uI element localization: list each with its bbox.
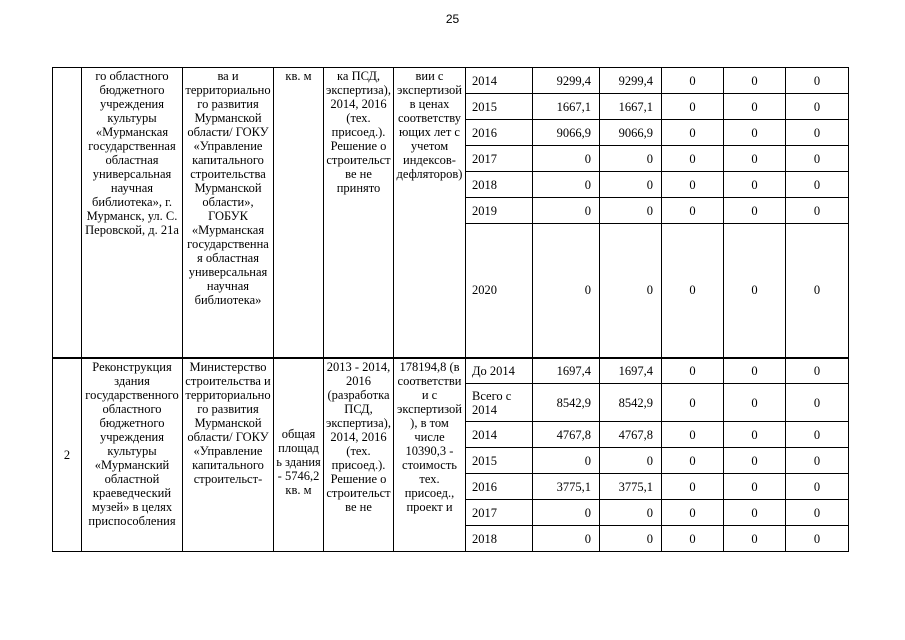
total-cell: 0: [533, 172, 600, 198]
federal-cell: 0: [662, 120, 724, 146]
estimated-cost: 178194,8 (в соответствии с экспертизой), в том числе 10390,3 - стоимость тех. присоед., проект и: [394, 358, 466, 552]
other-cell: 0: [786, 120, 849, 146]
object-name: го областного бюджетного учреждения культуры «Мурманская государственная областная универсальная научная библиотека», г. Мурманск, ул. С. Перовской, д. 21а: [82, 68, 183, 358]
local-cell: 0: [724, 526, 786, 552]
total-cell: 0: [533, 448, 600, 474]
local-cell: 0: [724, 358, 786, 384]
federal-cell: 0: [662, 384, 724, 422]
total-cell: 0: [533, 198, 600, 224]
federal-cell: 0: [662, 500, 724, 526]
local-cell: 0: [724, 224, 786, 358]
total-cell: 3775,1: [533, 474, 600, 500]
year-cell: До 2014: [466, 358, 533, 384]
row-number: 2: [53, 358, 82, 552]
regional-cell: 9066,9: [600, 120, 662, 146]
regional-cell: 1697,4: [600, 358, 662, 384]
other-cell: 0: [786, 198, 849, 224]
total-cell: 9066,9: [533, 120, 600, 146]
year-cell: 2015: [466, 94, 533, 120]
page-number: 25: [445, 12, 460, 26]
year-cell: 2020: [466, 224, 533, 358]
federal-cell: 0: [662, 448, 724, 474]
capacity: общая площадь здания - 5746,2 кв. м: [274, 358, 324, 552]
other-cell: 0: [786, 448, 849, 474]
other-cell: 0: [786, 68, 849, 94]
regional-cell: 3775,1: [600, 474, 662, 500]
total-cell: 0: [533, 526, 600, 552]
table-row: [53, 68, 849, 94]
total-cell: 1667,1: [533, 94, 600, 120]
regional-cell: 0: [600, 146, 662, 172]
total-cell: 0: [533, 146, 600, 172]
local-cell: 0: [724, 120, 786, 146]
total-cell: 0: [533, 500, 600, 526]
other-cell: 0: [786, 224, 849, 358]
local-cell: 0: [724, 172, 786, 198]
federal-cell: 0: [662, 358, 724, 384]
local-cell: 0: [724, 68, 786, 94]
year-cell: 2014: [466, 422, 533, 448]
other-cell: 0: [786, 94, 849, 120]
federal-cell: 0: [662, 526, 724, 552]
other-cell: 0: [786, 358, 849, 384]
regional-cell: 0: [600, 172, 662, 198]
row-number: [53, 68, 82, 358]
total-cell: 8542,9: [533, 384, 600, 422]
other-cell: 0: [786, 422, 849, 448]
other-cell: 0: [786, 526, 849, 552]
regional-cell: 8542,9: [600, 384, 662, 422]
local-cell: 0: [724, 94, 786, 120]
local-cell: 0: [724, 198, 786, 224]
regional-cell: 9299,4: [600, 68, 662, 94]
total-cell: 0: [533, 224, 600, 358]
year-cell: 2016: [466, 120, 533, 146]
program-table: [52, 67, 849, 552]
regional-cell: 4767,8: [600, 422, 662, 448]
year-cell: 2014: [466, 68, 533, 94]
local-cell: 0: [724, 474, 786, 500]
other-cell: 0: [786, 500, 849, 526]
federal-cell: 0: [662, 198, 724, 224]
federal-cell: 0: [662, 224, 724, 358]
other-cell: 0: [786, 146, 849, 172]
year-cell: 2015: [466, 448, 533, 474]
estimated-cost: вии с экспертизой в ценах соответствующих лет с учетом индексов-дефляторов): [394, 68, 466, 358]
total-cell: 4767,8: [533, 422, 600, 448]
year-cell: 2018: [466, 526, 533, 552]
year-cell: 2018: [466, 172, 533, 198]
regional-cell: 0: [600, 526, 662, 552]
regional-cell: 0: [600, 448, 662, 474]
other-cell: 0: [786, 172, 849, 198]
customer-executor: Министерство строительства и территориального развития Мурманской области/ ГОКУ «Управление капитального строительст-: [183, 358, 274, 552]
local-cell: 0: [724, 448, 786, 474]
year-cell: 2019: [466, 198, 533, 224]
local-cell: 0: [724, 500, 786, 526]
federal-cell: 0: [662, 474, 724, 500]
terms: ка ПСД, экспертиза), 2014, 2016 (тех. присоед.). Решение о строительстве не принято: [324, 68, 394, 358]
local-cell: 0: [724, 384, 786, 422]
total-cell: 9299,4: [533, 68, 600, 94]
year-cell: 2016: [466, 474, 533, 500]
regional-cell: 1667,1: [600, 94, 662, 120]
regional-cell: 0: [600, 224, 662, 358]
other-cell: 0: [786, 384, 849, 422]
local-cell: 0: [724, 146, 786, 172]
year-cell: Всего с 2014: [466, 384, 533, 422]
object-name: Реконструкция здания государственного областного бюджетного учреждения культуры «Мурманский областной краеведческий музей» в целях приспособления: [82, 358, 183, 552]
table-row: [53, 358, 849, 384]
year-cell: 2017: [466, 500, 533, 526]
local-cell: 0: [724, 422, 786, 448]
federal-cell: 0: [662, 146, 724, 172]
federal-cell: 0: [662, 68, 724, 94]
federal-cell: 0: [662, 94, 724, 120]
year-cell: 2017: [466, 146, 533, 172]
total-cell: 1697,4: [533, 358, 600, 384]
other-cell: 0: [786, 474, 849, 500]
terms: 2013 - 2014, 2016 (разработка ПСД, экспертиза), 2014, 2016 (тех. присоед.). Решение о строительстве не: [324, 358, 394, 552]
federal-cell: 0: [662, 422, 724, 448]
regional-cell: 0: [600, 198, 662, 224]
customer-executor: ва и территориального развития Мурманской области/ ГОКУ «Управление капитального строительства Мурманской области», ГОБУК «Мурманская государственная областная универсальная научная библиотека»: [183, 68, 274, 358]
regional-cell: 0: [600, 500, 662, 526]
capacity: кв. м: [274, 68, 324, 358]
federal-cell: 0: [662, 172, 724, 198]
